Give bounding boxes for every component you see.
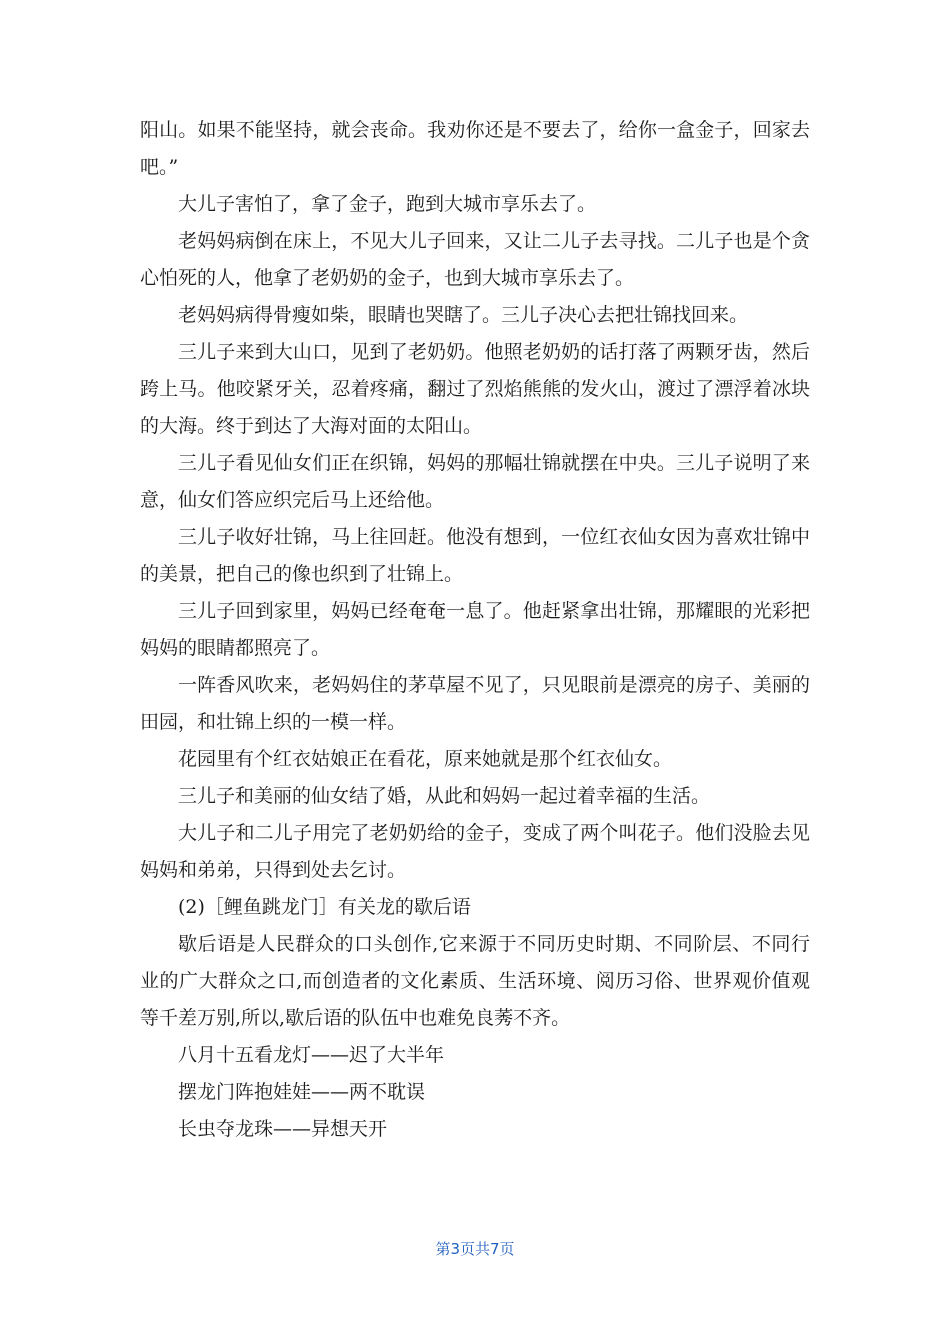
paragraph: 一阵香风吹来，老妈妈住的茅草屋不见了，只见眼前是漂亮的房子、美丽的田园，和壮锦上织的一模一样。 — [140, 674, 810, 733]
paragraph: 歇后语是人民群众的口头创作,它来源于不同历史时期、不同阶层、不同行业的广大群众之口,而创造者的文化素质、生活环境、阅历习俗、世界观价值观等千差万别,所以,歇后语的队伍中也难免良莠不齐。 — [140, 933, 810, 1029]
proverb-item: 八月十五看龙灯——迟了大半年 — [178, 1044, 445, 1066]
paragraph: 大儿子害怕了，拿了金子，跑到大城市享乐去了。 — [178, 193, 597, 215]
page-number-footer: 第3页共7页 — [435, 1240, 515, 1258]
paragraph-continuation: 阳山。如果不能坚持，就会丧命。我劝你还是不要去了，给你一盒金子，回家去吧。” — [140, 119, 810, 178]
paragraph: 老妈妈病倒在床上，不见大儿子回来，又让二儿子去寻找。二儿子也是个贪心怕死的人，他拿了老奶奶的金子，也到大城市享乐去了。 — [140, 230, 810, 289]
document-body — [140, 112, 810, 1148]
section-heading: (2)［鲤鱼跳龙门］有关龙的歇后语 — [178, 896, 471, 918]
paragraph: 花园里有个红衣姑娘正在看花，原来她就是那个红衣仙女。 — [178, 748, 673, 770]
paragraph: 老妈妈病得骨瘦如柴，眼睛也哭瞎了。三儿子决心去把壮锦找回来。 — [178, 304, 749, 326]
paragraph: 三儿子看见仙女们正在织锦，妈妈的那幅壮锦就摆在中央。三儿子说明了来意，仙女们答应织完后马上还给他。 — [140, 452, 810, 511]
paragraph: 三儿子和美丽的仙女结了婚，从此和妈妈一起过着幸福的生活。 — [178, 785, 711, 807]
paragraph: 大儿子和二儿子用完了老奶奶给的金子，变成了两个叫花子。他们没脸去见妈妈和弟弟，只得到处去乞讨。 — [140, 822, 810, 881]
paragraph: 三儿子回到家里，妈妈已经奄奄一息了。他赶紧拿出壮锦，那耀眼的光彩把妈妈的眼睛都照亮了。 — [140, 600, 810, 659]
paragraph: 三儿子收好壮锦，马上往回赶。他没有想到，一位红衣仙女因为喜欢壮锦中的美景，把自己的像也织到了壮锦上。 — [140, 526, 810, 585]
proverb-item: 摆龙门阵抱娃娃——两不耽误 — [178, 1081, 426, 1103]
paragraph: 三儿子来到大山口，见到了老奶奶。他照老奶奶的话打落了两颗牙齿，然后跨上马。他咬紧牙关，忍着疼痛，翻过了烈焰熊熊的发火山，渡过了漂浮着冰块的大海。终于到达了大海对面的太阳山。 — [140, 341, 810, 437]
proverb-item: 长虫夺龙珠——异想天开 — [178, 1118, 388, 1140]
